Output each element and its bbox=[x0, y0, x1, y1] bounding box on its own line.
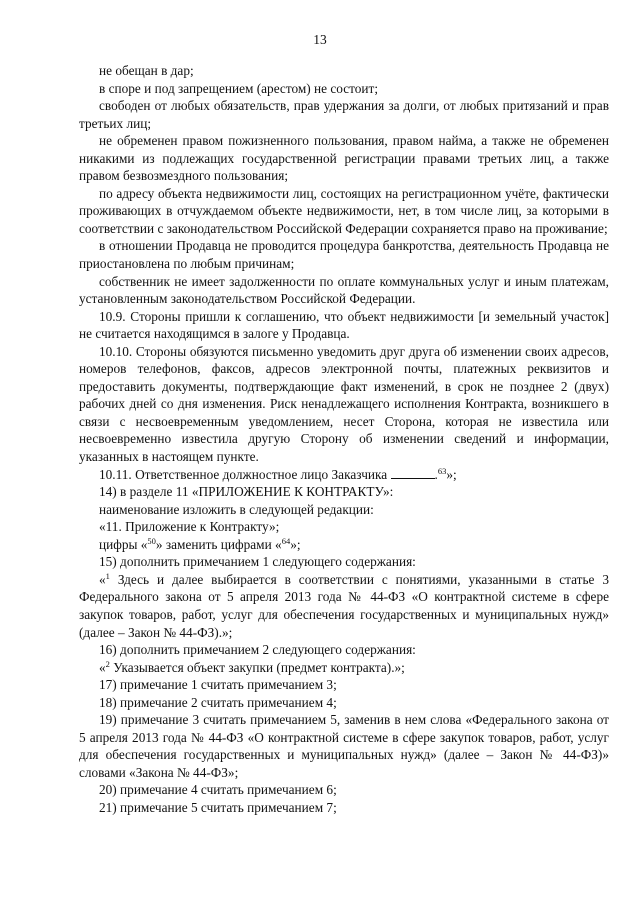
document-body bbox=[79, 62, 609, 817]
footnote-ref: 63 bbox=[437, 465, 447, 476]
paragraph: 19) примечание 3 считать примечанием 5, заменив в нем слова «Федерального закона от 5 апреля 2013 года № 44-ФЗ «О контрактной системе в сфере закупок товаров, работ, услуг для обеспечения государственных и муниципальных нужд» (далее – Закон № 44-ФЗ)» словами «Закона № 44-ФЗ»; bbox=[79, 712, 609, 780]
text-run: цифры « bbox=[99, 536, 148, 552]
paragraph: 16) дополнить примечанием 2 следующего содержания: bbox=[99, 642, 416, 658]
paragraph: 17) примечание 1 считать примечанием 3; bbox=[99, 677, 337, 693]
text-run: « bbox=[99, 571, 106, 587]
text-run: Здесь и далее выбирается в соответствии с понятиями, указанными в статье 3 Федерального закона от 5 апреля 2013 года № 44-ФЗ «О контрактной системе в сфере закупок товаров, работ, услуг для обеспечения государственных и муниципальных нужд» (далее – Закон № 44-ФЗ).»; bbox=[79, 571, 609, 640]
paragraph: 21) примечание 5 считать примечанием 7; bbox=[99, 799, 337, 815]
paragraph: собственник не имеет задолженности по оплате коммунальных услуг и иным платежам, установленным законодательством Российской Федерации. bbox=[79, 273, 609, 307]
text-run: 10.11. Ответственное должностное лицо Заказчика bbox=[99, 466, 388, 482]
footnote-ref: 64 bbox=[281, 535, 291, 546]
footnote-ref: 50 bbox=[147, 535, 156, 546]
paragraph: в отношении Продавца не проводится процедура банкротства, деятельность Продавца не приостановлена по любым причинам; bbox=[79, 238, 609, 272]
paragraph: 14) в разделе 11 «ПРИЛОЖЕНИЕ К КОНТРАКТУ»: bbox=[99, 484, 394, 500]
paragraph: 10.9. Стороны пришли к соглашению, что объект недвижимости [и земельный участок] не считается находящимся в залоге у Продавца. bbox=[79, 308, 609, 342]
paragraph: 18) примечание 2 считать примечанием 4; bbox=[99, 694, 337, 710]
text-run: »; bbox=[446, 466, 457, 482]
paragraph: 20) примечание 4 считать примечанием 6; bbox=[99, 782, 337, 798]
text-run: » заменить цифрами « bbox=[155, 536, 282, 552]
text-run: Указывается объект закупки (предмет контракта).»; bbox=[109, 659, 405, 675]
paragraph-note-2 bbox=[79, 659, 609, 677]
paragraph: по адресу объекта недвижимости лиц, состоящих на регистрационном учёте, фактически проживающих в отчуждаемом объекте недвижимости, нет, в том числе лиц, за которыми в соответствии с законодательством Российской Федерации сохраняется право на проживание; bbox=[79, 185, 609, 236]
footnote-ref: 1 bbox=[105, 570, 110, 581]
paragraph: свободен от любых обязательств, прав удержания за долги, от любых притязаний и прав третьих лиц; bbox=[79, 98, 609, 131]
paragraph: 15) дополнить примечанием 1 следующего содержания: bbox=[99, 554, 416, 570]
fill-in-blank bbox=[391, 467, 435, 479]
paragraph-digits bbox=[79, 536, 609, 554]
paragraph-responsible-person: 10.11. Ответственное должностное лицо Заказчика .$^{63}$»; bbox=[99, 465, 457, 482]
footnote-ref: 2 bbox=[105, 658, 110, 669]
paragraph: 10.10. Стороны обязуются письменно уведомить друг друга об изменении своих адресов, номеров телефонов, факсов, адресов электронной почты, платежных реквизитов и предоставить документы, подтверждающие факт изменений, в срок не позднее 2 (двух) рабочих дней со дня изменения. Риск ненадлежащего исполнения Контракта, возникшего в связи с несвоевременным уведомлением, несет Сторона, которая не известила или несвоевременно известила другую Сторону об изменении сведений и информации, указанных в настоящем пункте. bbox=[79, 343, 609, 465]
paragraph: не обременен правом пожизненного пользования, правом найма, а также не обременен никакими из подлежащих государственной регистрации правами третьих лиц, а также правом безвозмездного пользования; bbox=[79, 133, 609, 184]
paragraph: «11. Приложение к Контракту»; bbox=[99, 519, 280, 535]
text-run: « bbox=[99, 659, 106, 675]
text-run: »; bbox=[290, 536, 301, 552]
paragraph: в споре и под запрещением (арестом) не состоит; bbox=[99, 80, 379, 96]
paragraph: наименование изложить в следующей редакции: bbox=[99, 501, 374, 517]
paragraph-note-1 bbox=[79, 571, 609, 641]
page-number: 13 bbox=[313, 32, 327, 47]
paragraph: не обещан в дар; bbox=[99, 63, 194, 78]
